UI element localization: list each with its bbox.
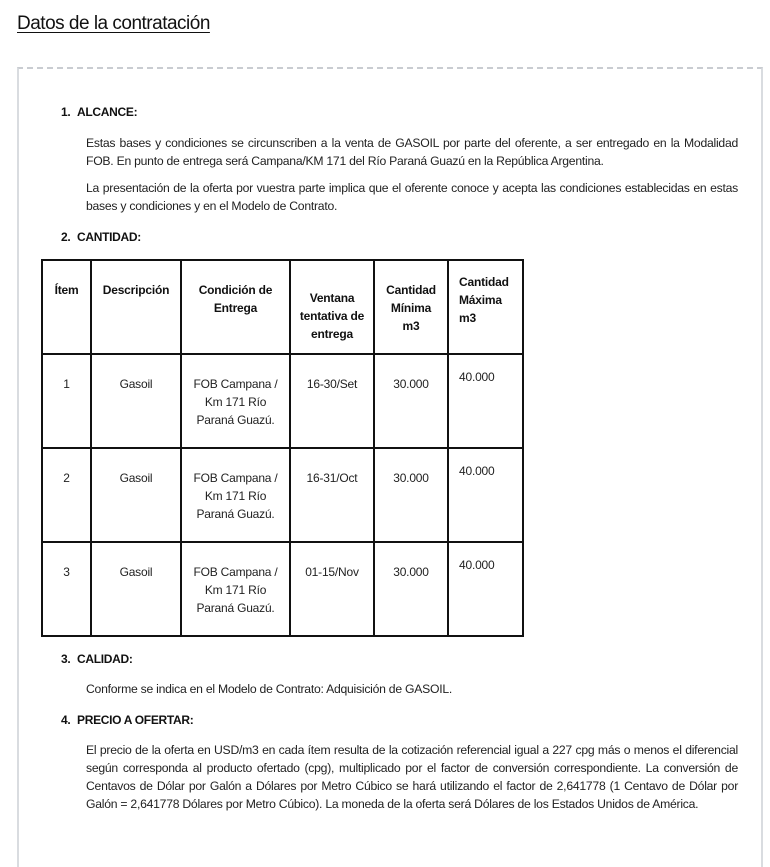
page-title: Datos de la contratación	[17, 13, 210, 34]
cell-cantidad-minima: 30.000	[374, 448, 448, 542]
cell-item: 1	[42, 354, 91, 448]
cell-condicion: FOB Campana / Km 171 Río Paraná Guazú.	[181, 354, 290, 448]
alcance-paragraph-1: Estas bases y condiciones se circunscriben a la venta de GASOIL por parte del oferente, a ser entregado en la Modalidad FOB. En punto de entrega será Campana/KM 171 del Río Paraná Guazú en la República Argentina.	[86, 136, 738, 168]
section-title: PRECIO A OFERTAR:	[77, 713, 194, 727]
section-heading-calidad	[61, 652, 133, 666]
cell-cantidad-maxima: 40.000	[448, 542, 523, 636]
header-ventana-entrega: Ventana tentativa de entrega	[290, 260, 374, 354]
quantity-table	[41, 259, 524, 637]
precio-paragraph: El precio de la oferta en USD/m3 en cada ítem resulta de la cotización referencial igual a 227 cpg más o menos el diferencial según corresponda al producto ofertado (cpg), multiplicado por el factor de conversión correspondiente. La conversión de Centavos de Dólar por Galón a Dólares por Metro Cúbico se hará utilizando el factor de 2,641778 (1 Centavo de Dólar por Galón = 2,641778 Dólares por Metro Cúbico). La moneda de la oferta será Dólares de los Estados Unidos de América.	[86, 743, 738, 811]
cell-condicion: FOB Campana / Km 171 Río Paraná Guazú.	[181, 542, 290, 636]
cell-item: 2	[42, 448, 91, 542]
table-row	[42, 542, 523, 636]
cell-condicion: FOB Campana / Km 171 Río Paraná Guazú.	[181, 448, 290, 542]
section-number: 4.	[61, 713, 71, 727]
table-row	[42, 448, 523, 542]
cell-descripcion: Gasoil	[91, 542, 181, 636]
header-condicion-entrega: Condición de Entrega	[181, 260, 290, 354]
header-cantidad-minima: Cantidad Mínima m3	[374, 260, 448, 354]
section-number: 3.	[61, 652, 71, 666]
cell-cantidad-maxima: 40.000	[448, 354, 523, 448]
section-number: 1.	[61, 105, 71, 119]
cell-item: 3	[42, 542, 91, 636]
header-cantidad-maxima: Cantidad Máxima m3	[448, 260, 523, 354]
section-heading-alcance	[61, 105, 137, 119]
section-heading-cantidad	[61, 230, 141, 244]
cell-descripcion: Gasoil	[91, 448, 181, 542]
cell-cantidad-maxima: 40.000	[448, 448, 523, 542]
section-title: CALIDAD:	[77, 652, 133, 666]
table-header-row	[42, 260, 523, 354]
section-title: CANTIDAD:	[77, 230, 141, 244]
section-heading-precio	[61, 713, 193, 727]
header-item: Ítem	[42, 260, 91, 354]
cell-ventana: 16-30/Set	[290, 354, 374, 448]
table-row	[42, 354, 523, 448]
cell-ventana: 16-31/Oct	[290, 448, 374, 542]
alcance-paragraph-2: La presentación de la oferta por vuestra parte implica que el oferente conoce y acepta las condiciones establecidas en estas bases y condiciones y en el Modelo de Contrato.	[86, 181, 738, 213]
cell-cantidad-minima: 30.000	[374, 354, 448, 448]
header-descripcion: Descripción	[91, 260, 181, 354]
cell-cantidad-minima: 30.000	[374, 542, 448, 636]
section-number: 2.	[61, 230, 71, 244]
calidad-paragraph: Conforme se indica en el Modelo de Contrato: Adquisición de GASOIL.	[86, 682, 453, 696]
section-title: ALCANCE:	[77, 105, 138, 119]
cell-ventana: 01-15/Nov	[290, 542, 374, 636]
cell-descripcion: Gasoil	[91, 354, 181, 448]
